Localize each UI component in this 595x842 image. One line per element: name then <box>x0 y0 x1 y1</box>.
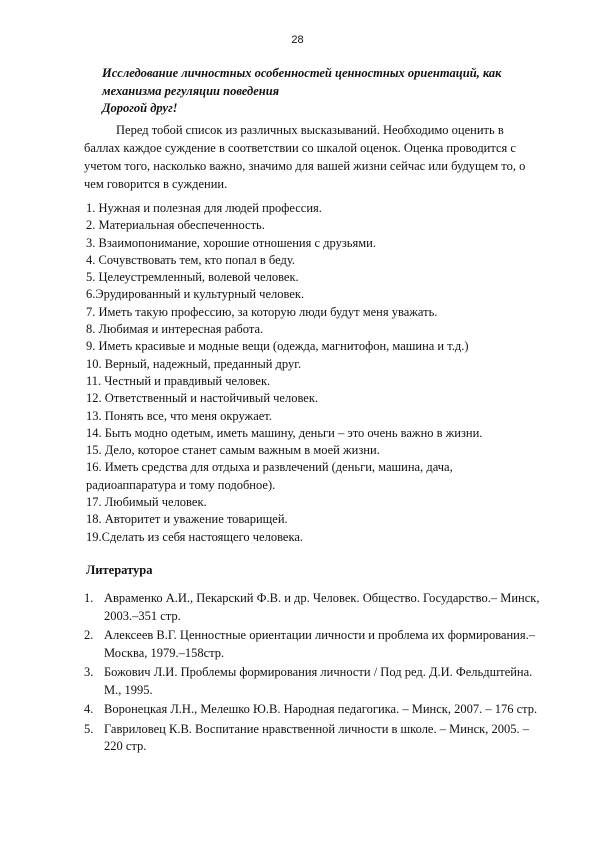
statement-item: 8. Любимая и интересная работа. <box>86 322 264 337</box>
reference-text: Воронецкая Л.Н., Мелешко Ю.В. Народная педагогика. – Минск, 2007. – 176 стр. <box>104 702 538 716</box>
reference-number: 5. <box>84 721 94 736</box>
reference-item <box>84 590 544 625</box>
reference-text: Гавриловец К.В. Воспитание нравственной личности в школе. – Минск, 2005. – 220 стр. <box>104 721 529 753</box>
statement-item: 13. Понять все, что меня окружает. <box>86 408 272 423</box>
statement-item: 17. Любимый человек. <box>86 495 207 510</box>
statement-item: 5. Целеустремленный, волевой человек. <box>86 270 299 285</box>
reference-number: 2. <box>84 628 94 642</box>
reference-number: 4. <box>84 702 94 716</box>
statement-item: 1. Нужная и полезная для людей профессия. <box>86 201 322 215</box>
statement-item: 18. Авторитет и уважение товарищей. <box>86 512 288 527</box>
reference-text: Алексеев В.Г. Ценностные ориентации личности и проблема их формирования.–Москва, 1979.–158стр. <box>104 628 535 660</box>
statement-item: 7. Иметь такую профессию, за которую люди будут меня уважать. <box>86 304 438 319</box>
page-number: 28 <box>291 34 304 46</box>
reference-item <box>84 701 544 719</box>
references-list <box>84 590 544 758</box>
statement-item: 6.Эрудированный и культурный человек. <box>86 287 305 302</box>
statement-item: 2. Материальная обеспеченность. <box>86 218 265 233</box>
statement-item: 11. Честный и правдивый человек. <box>86 373 271 388</box>
statement-item: 14. Быть модно одетым, иметь машину, деньги – это очень важно в жизни. <box>86 425 483 440</box>
statement-item: 19.Сделать из себя настоящего человека. <box>86 529 304 544</box>
statement-item: 16. Иметь средства для отдыха и развлечений (деньги, машина, дача, радиоаппаратура и тому подобное). <box>86 460 453 492</box>
statement-item: 9. Иметь красивые и модные вещи (одежда, магнитофон, машина и т.д.) <box>86 339 469 354</box>
statement-item: 3. Взаимопонимание, хорошие отношения с друзьями. <box>86 235 376 250</box>
statement-item: 15. Дело, которое станет самым важным в моей жизни. <box>86 443 380 458</box>
reference-number: 1. <box>84 591 94 605</box>
statement-item: 10. Верный, надежный, преданный друг. <box>86 356 302 371</box>
reference-item <box>84 664 544 699</box>
statement-item: 12. Ответственный и настойчивый человек. <box>86 391 319 406</box>
statement-list <box>86 200 546 546</box>
reference-text: Авраменко А.И., Пекарский Ф.В. и др. Человек. Общество. Государство.– Минск, 2003.–351 стр. <box>104 591 540 623</box>
reference-item <box>84 627 544 662</box>
statement-item: 4. Сочувствовать тем, кто попал в беду. <box>86 252 295 267</box>
reference-number: 3. <box>84 665 94 679</box>
greeting: Дорогой друг! <box>102 101 178 115</box>
section-title: Исследование личностных особенностей ценностных ориентаций, как механизма регуляции поведения <box>102 66 502 98</box>
reference-text: Божович Л.И. Проблемы формирования личности / Под ред. Д.И. Фельдштейна. М., 1995. <box>104 665 533 697</box>
literature-heading: Литература <box>86 563 153 577</box>
intro-paragraph: Перед тобой список из различных высказываний. Необходимо оценить в баллах каждое суждение в соответствии со шкалой оценок. Оценка проводится с учетом того, насколько важно, значимо для вашей жизни сейчас или будущем то, о чем говорится в суждении. <box>84 123 526 191</box>
reference-item <box>84 721 544 756</box>
